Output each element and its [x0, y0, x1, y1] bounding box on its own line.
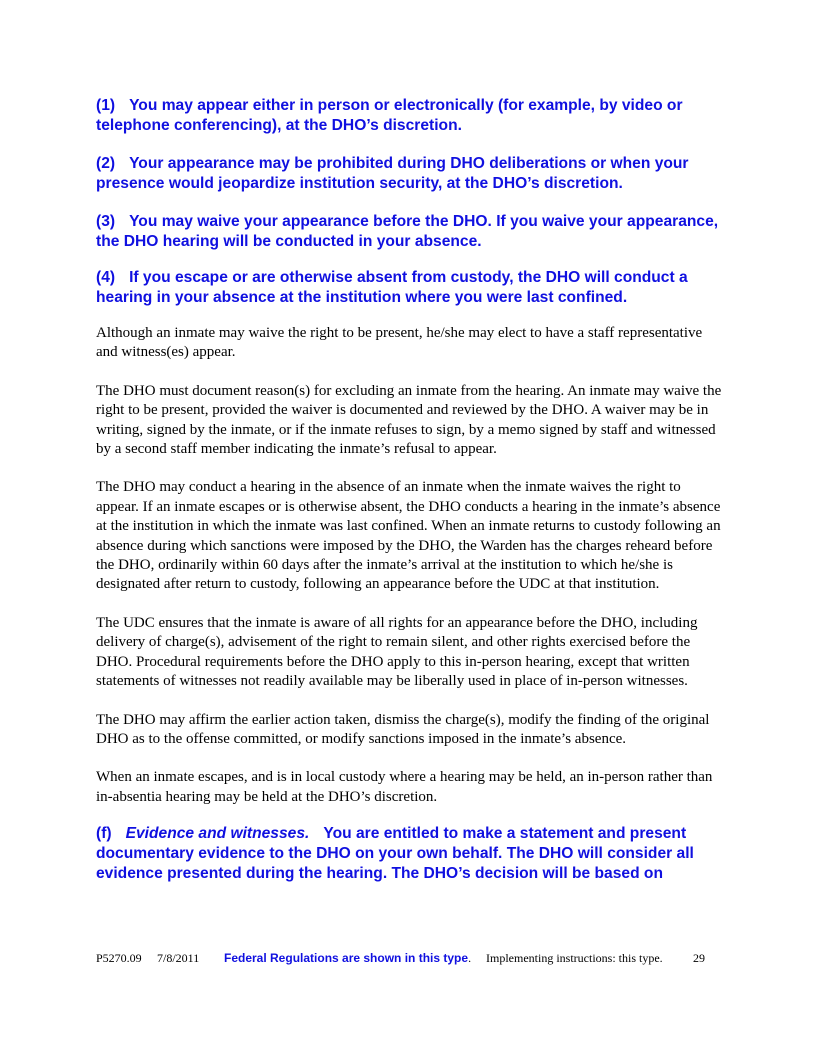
instruction-paragraph-3: The DHO may conduct a hearing in the absence of an inmate when the inmate waives the right to appear. If an inmate escapes or is otherwise absent, the DHO conducts a hearing in the inmate’s absence at the institution in which the inmate was last confined. When an inmate returns to custody following an absence during which sanctions were imposed by the DHO, the Warden has the charges reheard before the DHO, ordinarily within 60 days after the inmate’s arrival at the institution to which he/she is designated after return to custody, following an appearance before the UDC at that institution. — [96, 479, 721, 593]
regulation-item-3 — [96, 212, 722, 252]
instruction-paragraph-5: The DHO may affirm the earlier action taken, dismiss the charge(s), modify the finding of the original DHO as to the offense committed, or modify sanctions imposed in the inmate’s absence. — [96, 711, 710, 747]
instruction-paragraph-6: When an inmate escapes, and is in local custody where a hearing may be held, an in-person rather than in-absentia hearing may be held at the DHO’s discretion. — [96, 769, 713, 805]
instruction-paragraph-1: Although an inmate may waive the right to be present, he/she may elect to have a staff representative and witness(es) appear. — [96, 325, 703, 361]
section-text: You are entitled to make a statement and present documentary evidence to the DHO on your own behalf. The DHO will consider all evidence presented during the hearing. The DHO’s decision will be based on — [96, 825, 694, 883]
instruction-paragraph-2: The DHO must document reason(s) for excluding an inmate from the hearing. An inmate may waive the right to be present, provided the waiver is documented and reviewed by the DHO. A waiver may be in writing, signed by the inmate, or if the inmate refuses to sign, by a memo signed by staff and witnessed by a second staff member indicating the inmate’s refusal to appear. — [96, 382, 722, 458]
footer-regs-note: Federal Regulations are shown in this type — [224, 951, 469, 965]
footer-date: 7/8/2011 — [157, 951, 200, 965]
regulation-number: (4) — [96, 269, 116, 286]
regulation-item-1 — [96, 96, 722, 136]
regulation-text: You may waive your appearance before the DHO. If you waive your appearance, the DHO hearing will be conducted in your absence. — [96, 213, 719, 250]
regulation-item-2 — [96, 154, 722, 194]
footer-regs-period: . — [468, 951, 472, 965]
footer-regs-legend — [224, 951, 471, 966]
footer-doc-number: P5270.09 — [96, 951, 142, 965]
instruction-paragraph-4: The UDC ensures that the inmate is aware of all rights for an appearance before the DHO, including delivery of charge(s), advisement of the right to remain silent, and other rights exercised before the DHO. Procedural requirements before the DHO apply to this in-person hearing, except that written statements of witnesses not readily available may be liberally used in place of in-person witnesses. — [96, 614, 698, 690]
section-heading: Evidence and witnesses. — [125, 825, 310, 843]
footer-page-number: 29 — [693, 951, 705, 965]
section-f-evidence — [96, 824, 722, 884]
regulation-item-4 — [96, 268, 722, 308]
regulation-text: You may appear either in person or electronically (for example, by video or telephone conferencing), at the DHO’s discretion. — [96, 97, 683, 134]
document-page — [96, 96, 722, 884]
regulation-text: If you escape or are otherwise absent from custody, the DHO will conduct a hearing in your absence at the institution where you were last confined. — [96, 269, 688, 306]
section-number: (f) — [96, 825, 112, 843]
footer-impl-note: Implementing instructions: this type. — [486, 951, 663, 965]
regulation-number: (1) — [96, 97, 116, 114]
regulation-number: (2) — [96, 155, 116, 172]
regulation-number: (3) — [96, 213, 116, 230]
regulation-text: Your appearance may be prohibited during DHO deliberations or when your presence would jeopardize institution security, at the DHO’s discretion. — [96, 155, 689, 192]
